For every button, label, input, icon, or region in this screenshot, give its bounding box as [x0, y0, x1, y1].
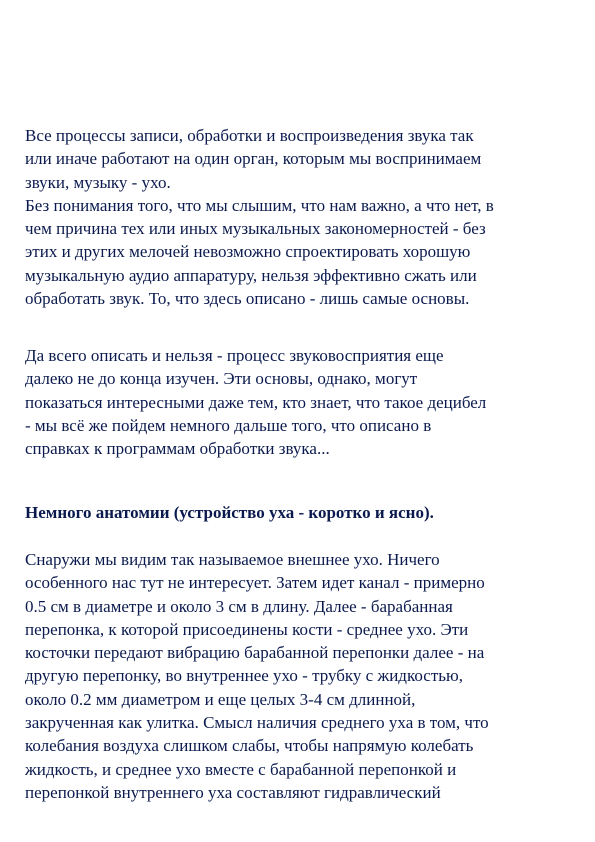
section-heading [25, 501, 580, 524]
text-line: далеко не до конца изучен. Эти основы, однако, могут [25, 369, 418, 389]
text-line: Все процессы записи, обработки и воспроизведения звука так [25, 126, 474, 145]
text-line: звуки, музыку - ухо. [25, 172, 171, 192]
text-line: Без понимания того, что мы слышим, что нам важно, а что нет, в [25, 195, 494, 215]
text-line: перепонка, к которой присоединены кости - среднее ухо. Эти [25, 619, 469, 639]
text-line: 0.5 см в диаметре и около 3 см в длину. Далее - барабанная [25, 596, 453, 616]
text-line: этих и других мелочей невозможно спроектировать хорошую [25, 242, 471, 262]
text-line: косточки передают вибрацию барабанной перепонки далее - на [25, 643, 485, 663]
text-line: закрученная как улитка. Смысл наличия среднего уха в том, что [25, 713, 489, 733]
text-line: показаться интересными даже тем, кто знает, что такое децибел [25, 392, 487, 412]
text-line: другую перепонку, во внутреннее ухо - трубку с жидкостью, [25, 666, 463, 686]
text-line: особенного нас тут не интересует. Затем идет канал - примерно [25, 573, 485, 593]
anatomy-paragraph [25, 548, 580, 804]
text-line: обработать звук. То, что здесь описано - лишь самые основы. [25, 289, 470, 309]
second-paragraph [25, 344, 580, 460]
text-line: Снаружи мы видим так называемое внешнее ухо. Ничего [25, 550, 440, 569]
text-line: перепонкой внутреннего уха составляют гидравлический [25, 782, 441, 802]
intro-paragraph [25, 124, 580, 310]
text-line: около 0.2 мм диаметром и еще целых 3-4 см длинной, [25, 689, 416, 709]
text-line: Да всего описать и нельзя - процесс звуковосприятия еще [25, 346, 444, 365]
text-line: жидкость, и среднее ухо вместе с барабанной перепонкой и [25, 759, 457, 779]
heading-text: Немного анатомии (устройство уха - коротко и ясно). [25, 503, 434, 522]
text-line: справках к программам обработки звука... [25, 439, 330, 459]
text-line: колебания воздуха слишком слабы, чтобы напрямую колебать [25, 736, 474, 756]
text-line: или иначе работают на один орган, которым мы воспринимаем [25, 149, 482, 169]
text-line: музыкальную аудио аппаратуру, нельзя эффективно сжать или [25, 265, 477, 285]
text-line: - мы всё же пойдем немного дальше того, что описано в [25, 415, 432, 435]
text-line: чем причина тех или иных музыкальных закономерностей - без [25, 219, 486, 239]
